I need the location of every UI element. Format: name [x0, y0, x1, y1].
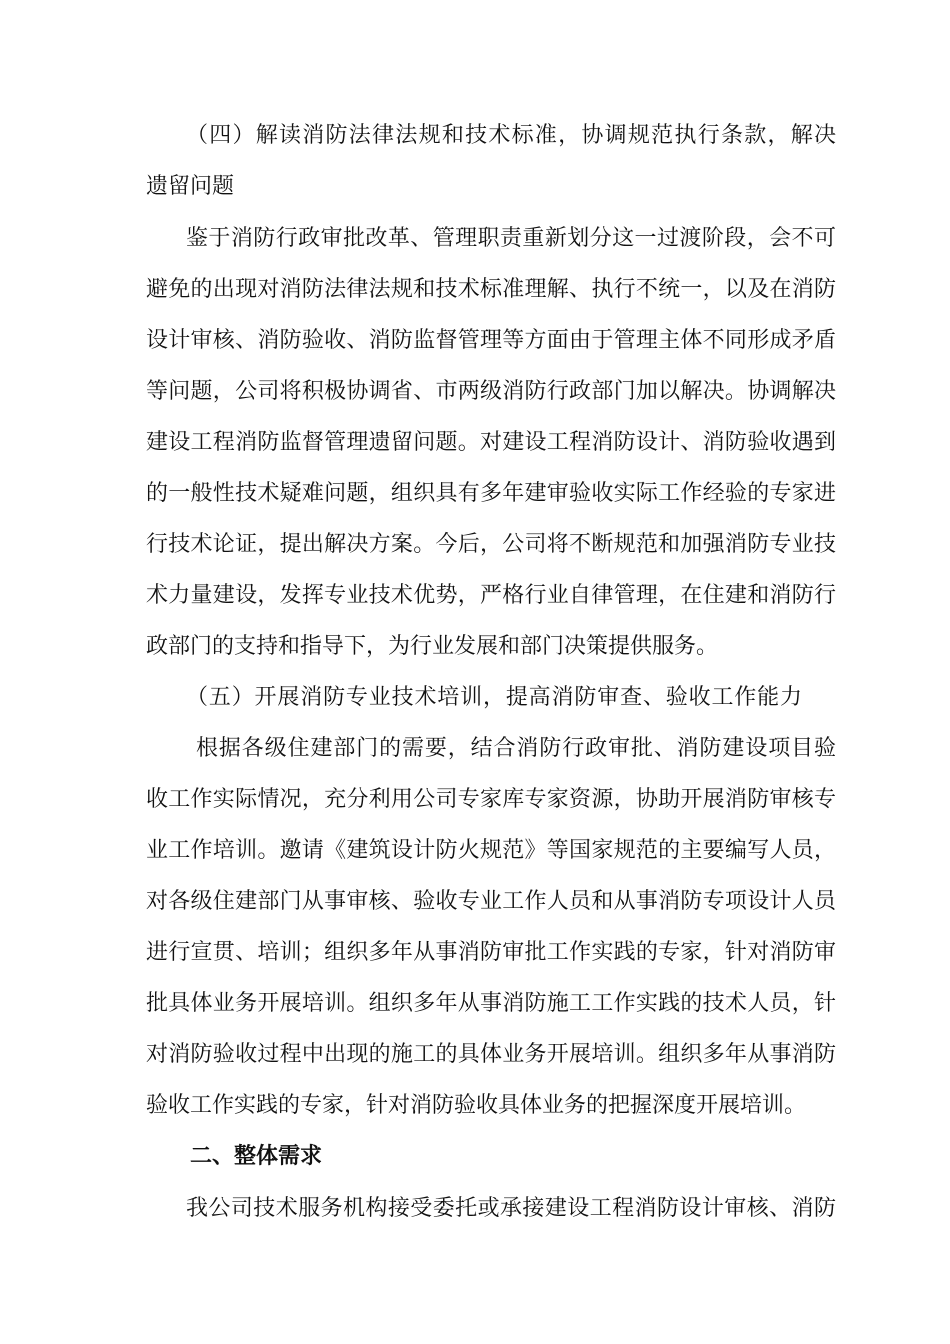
section-4-paragraph-line: 建设工程消防监督管理遗留问题。对建设工程消防设计、消防验收遇到: [146, 430, 836, 455]
section-4-heading-line-1: （四）解读消防法律法规和技术标准，协调规范执行条款，解决: [186, 123, 836, 148]
section-5-paragraph-line: 业工作培训。邀请《建筑设计防火规范》等国家规范的主要编写人员，: [146, 838, 836, 863]
section-5-paragraph-line: 对各级住建部门从事审核、验收专业工作人员和从事消防专项设计人员: [146, 889, 836, 914]
section-5-paragraph-line: 批具体业务开展培训。组织多年从事消防施工工作实践的技术人员，针: [146, 991, 836, 1016]
section-4-paragraph-line: 行技术论证，提出解决方案。今后，公司将不断规范和加强消防专业技: [146, 532, 836, 557]
section-4-paragraph-line: 政部门的支持和指导下，为行业发展和部门决策提供服务。: [146, 634, 719, 659]
section-5-paragraph-line: 根据各级住建部门的需要，结合消防行政审批、消防建设项目验: [196, 736, 836, 761]
section-5-paragraph-line: 验收工作实践的专家，针对消防验收具体业务的把握深度开展培训。: [146, 1093, 807, 1118]
section-4-paragraph-line: 术力量建设，发挥专业技术优势，严格行业自律管理，在住建和消防行: [146, 583, 836, 608]
section-2-paragraph-line: 我公司技术服务机构接受委托或承接建设工程消防设计审核、消防: [186, 1196, 836, 1221]
section-2-heading: 二、整体需求: [190, 1144, 323, 1169]
section-4-paragraph-line: 设计审核、消防验收、消防监督管理等方面由于管理主体不同形成矛盾: [146, 328, 836, 353]
section-5-heading: （五）开展消防专业技术培训，提高消防审查、验收工作能力: [186, 685, 802, 710]
section-4-heading-line-2: 遗留问题: [146, 174, 235, 199]
section-4-paragraph-line: 等问题，公司将积极协调省、市两级消防行政部门加以解决。协调解决: [146, 379, 836, 404]
section-4-paragraph-line: 避免的出现对消防法律法规和技术标准理解、执行不统一，以及在消防: [146, 277, 836, 302]
section-5-paragraph-line: 收工作实际情况，充分利用公司专家库专家资源，协助开展消防审核专: [146, 787, 836, 812]
section-5-paragraph-line: 对消防验收过程中出现的施工的具体业务开展培训。组织多年从事消防: [146, 1042, 836, 1067]
section-4-paragraph-line: 鉴于消防行政审批改革、管理职责重新划分这一过渡阶段，会不可: [186, 226, 836, 251]
section-5-paragraph-line: 进行宣贯、培训；组织多年从事消防审批工作实践的专家，针对消防审: [146, 940, 836, 965]
section-4-paragraph-line: 的一般性技术疑难问题，组织具有多年建审验收实际工作经验的专家进: [146, 481, 836, 506]
